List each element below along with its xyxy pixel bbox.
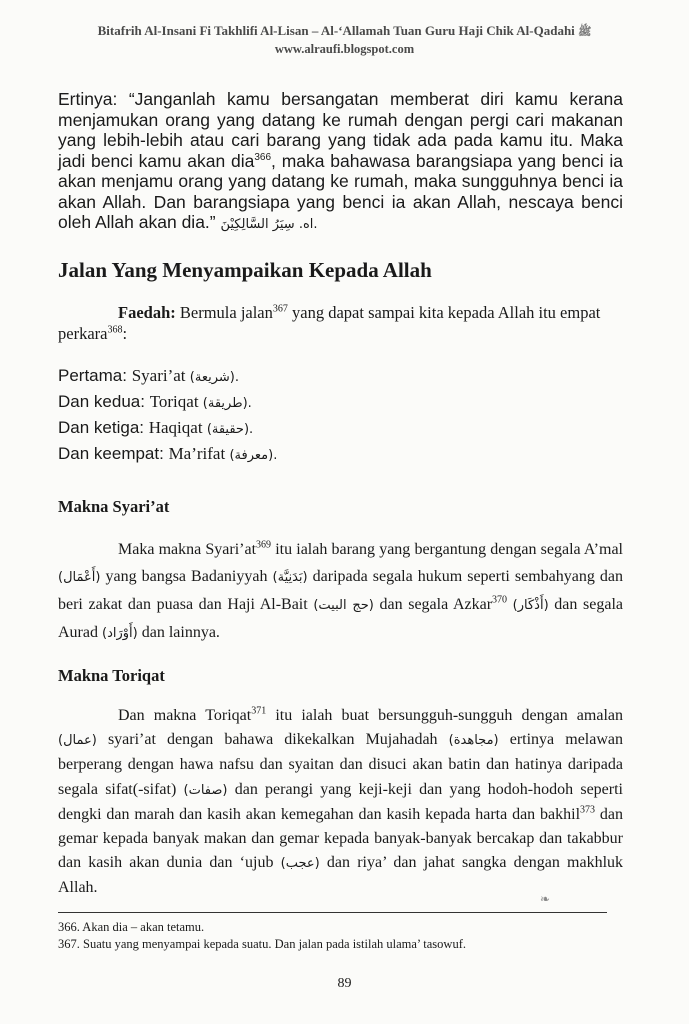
footnote-ref: 366 xyxy=(254,151,272,163)
faedah-paragraph: Faedah: Bermula jalan$^{367}$ yang dapat sampai kita kepada Allah itu empat perkara$^{368}$: xyxy=(58,303,601,343)
footnote-divider xyxy=(58,912,607,913)
running-header xyxy=(0,22,689,58)
list-item: Dan kedua: Toriqat (طريقة). xyxy=(58,392,252,411)
makna-toriqat-heading: Makna Toriqat xyxy=(58,666,165,685)
makna-syariat-paragraph: Maka makna $Syari’at^{369}$ itu ialah barang yang bergantung dengan segala A’mal (أَعْمَال) yang bangsa Badaniyyah (بَدَنِيَّة) daripada segala hukum seperti sembahyang dan beri zakat dan puasa dan Haji Al-Bait (حج البيت) dan segala Azkar$^{370}$ (أَذْكَار) dan segala Aurad (أَوْرَاد) dan lainnya. xyxy=(58,539,624,641)
list-item: Dan ketiga: Haqiqat (حقيقة). xyxy=(58,418,254,437)
makna-syariat-heading: Makna Syari’at xyxy=(58,497,170,516)
list-item: Pertama: Syari’at (شريعة). xyxy=(58,366,240,385)
makna-toriqat-paragraph: Dan makna Toriqat$^{371}$ itu ialah buat bersungguh-sungguh dengan amalan (عمال) syari’at dengan bahawa dikekalkan Mujahadah (مجاهدة) ertinya melawan berperang dengan hawa nafsu dan syaitan dan disuci akan batin dan hatinya daripada segala sifat(-sifat) (صفات) dan perangi yang keji-keji dan yang hodoh-hodoh seperti dengki dan marah dan kasih akan kemegahan dan kasih kepada harta dan bakhil$^{373}$ dan gemar kepada banyak makan dan gemar kepada banyak-banyak bercakap dan takabbur dan kasih akan dunia dan ‘ujub (عجب) dan riya’ dan jahat sangka dengan makhluk Allah. xyxy=(58,705,624,897)
four-ways-list xyxy=(58,364,277,468)
header-url: www.alraufi.blogspot.com xyxy=(274,42,415,56)
footnote-367: 367. Suatu yang menyampai kepada suatu. Dan jalan pada istilah ulama’ tasowuf. xyxy=(58,937,466,951)
footnote-366: 366. Akan dia – akan tetamu. xyxy=(58,920,205,934)
header-title: Bitafrih Al-Insani Fi Takhlifi Al-Lisan – Al-‘Allamah Tuan Guru Haji Chik Al-Qadahi ﷺ xyxy=(97,23,592,38)
page-number: 89 xyxy=(337,976,352,991)
list-item: Dan keempat: Ma’rifat (معرفة). xyxy=(58,444,278,463)
section-heading: Jalan Yang Menyampaikan Kepada Allah xyxy=(58,258,432,282)
arabic-source: اه. سِيَرُ السَّالِكِيْنَ. xyxy=(220,217,318,232)
faedah-label: Faedah: xyxy=(118,303,176,322)
ertinya-paragraph: Ertinya: “Janganlah kamu bersangatan memberat diri kamu kerana menjamukan orang yang datang ke rumah dengan pergi cari makanan yang lebih-lebih atau cari barang yang tidak ada pada kamu itu. Maka jadi benci kamu akan dia$^{366}$, maka bahawasa barangsiapa yang benci ia akan menjamu orang yang datang ke rumah, maka sungguhnya benci ia akan Allah. Dan barangsiapa yang benci ia akan Allah, nescaya benci oleh Allah akan dia.” اه. سِيَرُ السَّالِكِيْنَ. xyxy=(58,89,623,232)
ornament-mark: ❧ xyxy=(540,892,551,906)
header-mark: ﷺ xyxy=(578,26,592,38)
